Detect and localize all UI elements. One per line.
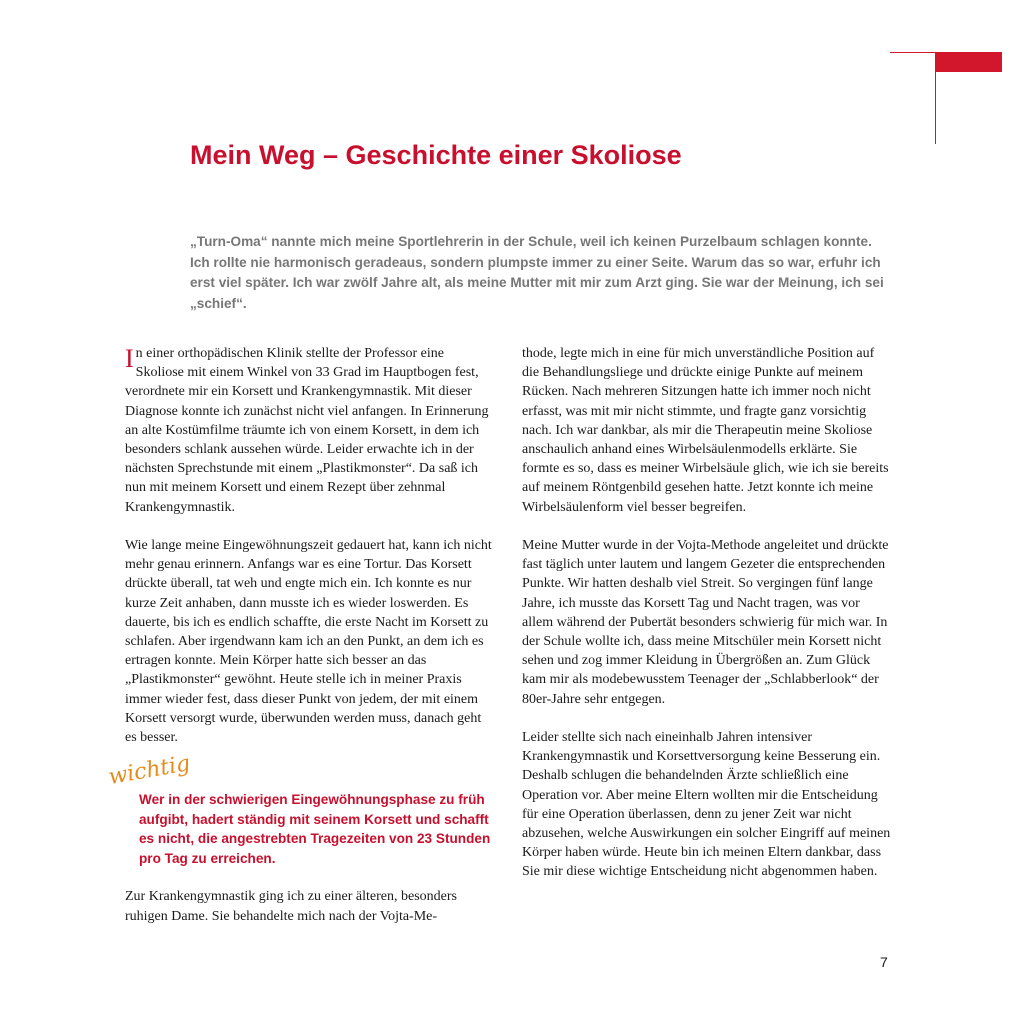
left-paragraph-1 [125,344,495,517]
left-paragraph-2: Wie lange meine Eingewöhnungszeit gedauert hat, kann ich nicht mehr genau erinnern. Anfangs war es eine Tortur. Das Korsett drückte überall, tat weh und engte mich ein. Ich konnte es nur kurze Zeit anhaben, dann musste ich es wieder loswerden. Es dauerte, bis ich es endlich schaffte, die erste Nacht im Korsett zu schlafen. Aber irgendwann kam ich an den Punkt, an dem ich es ertragen konnte. Mein Körper hatte sich besser an das „Plastikmonster“ gewöhnt. Heute stelle ich in meiner Praxis immer wieder fest, dass dieser Punkt von jedem, der mit einem Korsett versorgt wurde, überwunden werden muss, danach geht es besser. [125,538,492,746]
corner-rule-horizontal [890,52,936,53]
left-column [106,344,495,945]
tip-box [106,751,495,868]
tip-label: wichtig [106,751,193,791]
page-number: 7 [880,954,888,970]
intro-paragraph: „Turn-Oma“ nannte mich meine Sportlehrerin in der Schule, weil ich keinen Purzelbaum schlagen konnte. Ich rollte nie harmonisch geradeaus, sondern plumpste immer zu einer Seite. Warum das so war, erfuhr ich erst viel später. Ich war zwölf Jahre alt, als meine Mutter mit mir zum Arzt ging. Sie war der Meinung, ich sei „schief“. [190,234,884,311]
page-title: Mein Weg – Geschichte einer Skoliose [190,140,682,170]
corner-accent-block [936,52,1002,72]
tip-text: Wer in der schwierigen Eingewöhnungsphase zu früh aufgibt, hadert ständig mit seinem Korsett und schafft es nicht, die angestrebten Tragezeiten von 23 Stunden pro Tag zu erreichen. [139,792,491,866]
drop-cap: I [125,344,134,373]
left-paragraph-1-text: n einer orthopädischen Klinik stellte der Professor eine Skoliose mit einem Winkel von 33 Grad im Hauptbogen fest, verordnete mir ein Korsett und Krankengymnastik. Mit dieser Diagnose konnte ich zunächst nicht viel anfangen. In Erinnerung an alte Kostümfilme träumte ich von einem Korsett, in dem ich besonders schlank aussehen würde. Leider erwachte ich in der nächsten Sprechstunde mit einem „Plastikmonster“. Da saß ich nun mit meinem Korsett und einem Rezept über zehnmal Krankengymnastik. [125,346,489,515]
right-paragraph-3: Leider stellte sich nach eineinhalb Jahren intensiver Krankengymnastik und Korsettversorgung keine Besserung ein. Deshalb schlugen die behandelnden Ärzte schließlich eine Operation vor. Aber meine Eltern wollten mir die Entscheidung für eine Operation überlassen, denn zu jener Zeit war nicht abzusehen, welche Auswirkungen ein solcher Eingriff auf meinen Körper haben würde. Heute bin ich meinen Eltern dankbar, dass Sie mir diese wichtige Entscheidung nicht abgenommen haben. [522,730,891,880]
right-paragraph-1: thode, legte mich in eine für mich unverständliche Position auf die Behandlungsliege und drückte einige Punkte auf meinem Rücken. Nach mehreren Sitzungen hatte ich immer noch nicht erfasst, was mit mir nicht stimmte, und fragte ganz vorsichtig nach. Ich war dankbar, als mir die Therapeutin meine Skoliose anschaulich anhand eines Wirbelsäulenmodells erklärte. Sie formte es so, dass es meiner Wirbelsäule glich, wie ich sie bereits auf meinem Röntgenbild gesehen hatte. Jetzt konnte ich meine Wirbelsäulenform viel besser begreifen. [522,346,889,515]
right-column [522,344,892,901]
left-paragraph-3: Zur Krankengymnastik ging ich zu einer älteren, besonders ruhigen Dame. Sie behandelte mich nach der Vojta-Me- [125,889,458,924]
right-paragraph-2: Meine Mutter wurde in der Vojta-Methode angeleitet und drückte fast täglich unter lautem und langem Gezeter die entsprechenden Punkte. Wir hatten deshalb viel Streit. So vergingen fünf lange Jahre, ich musste das Korsett Tag und Nacht tragen, was vor allem während der Pubertät besonders schwierig für mich war. In der Schule wollte ich, dass meine Mitschüler mein Korsett nicht sehen und zog immer Kleidung in Übergrößen an. Zum Glück kam mir als modebewusstem Teenager der „Schlabberlook“ der 80er-Jahre sehr entgegen. [522,538,889,707]
